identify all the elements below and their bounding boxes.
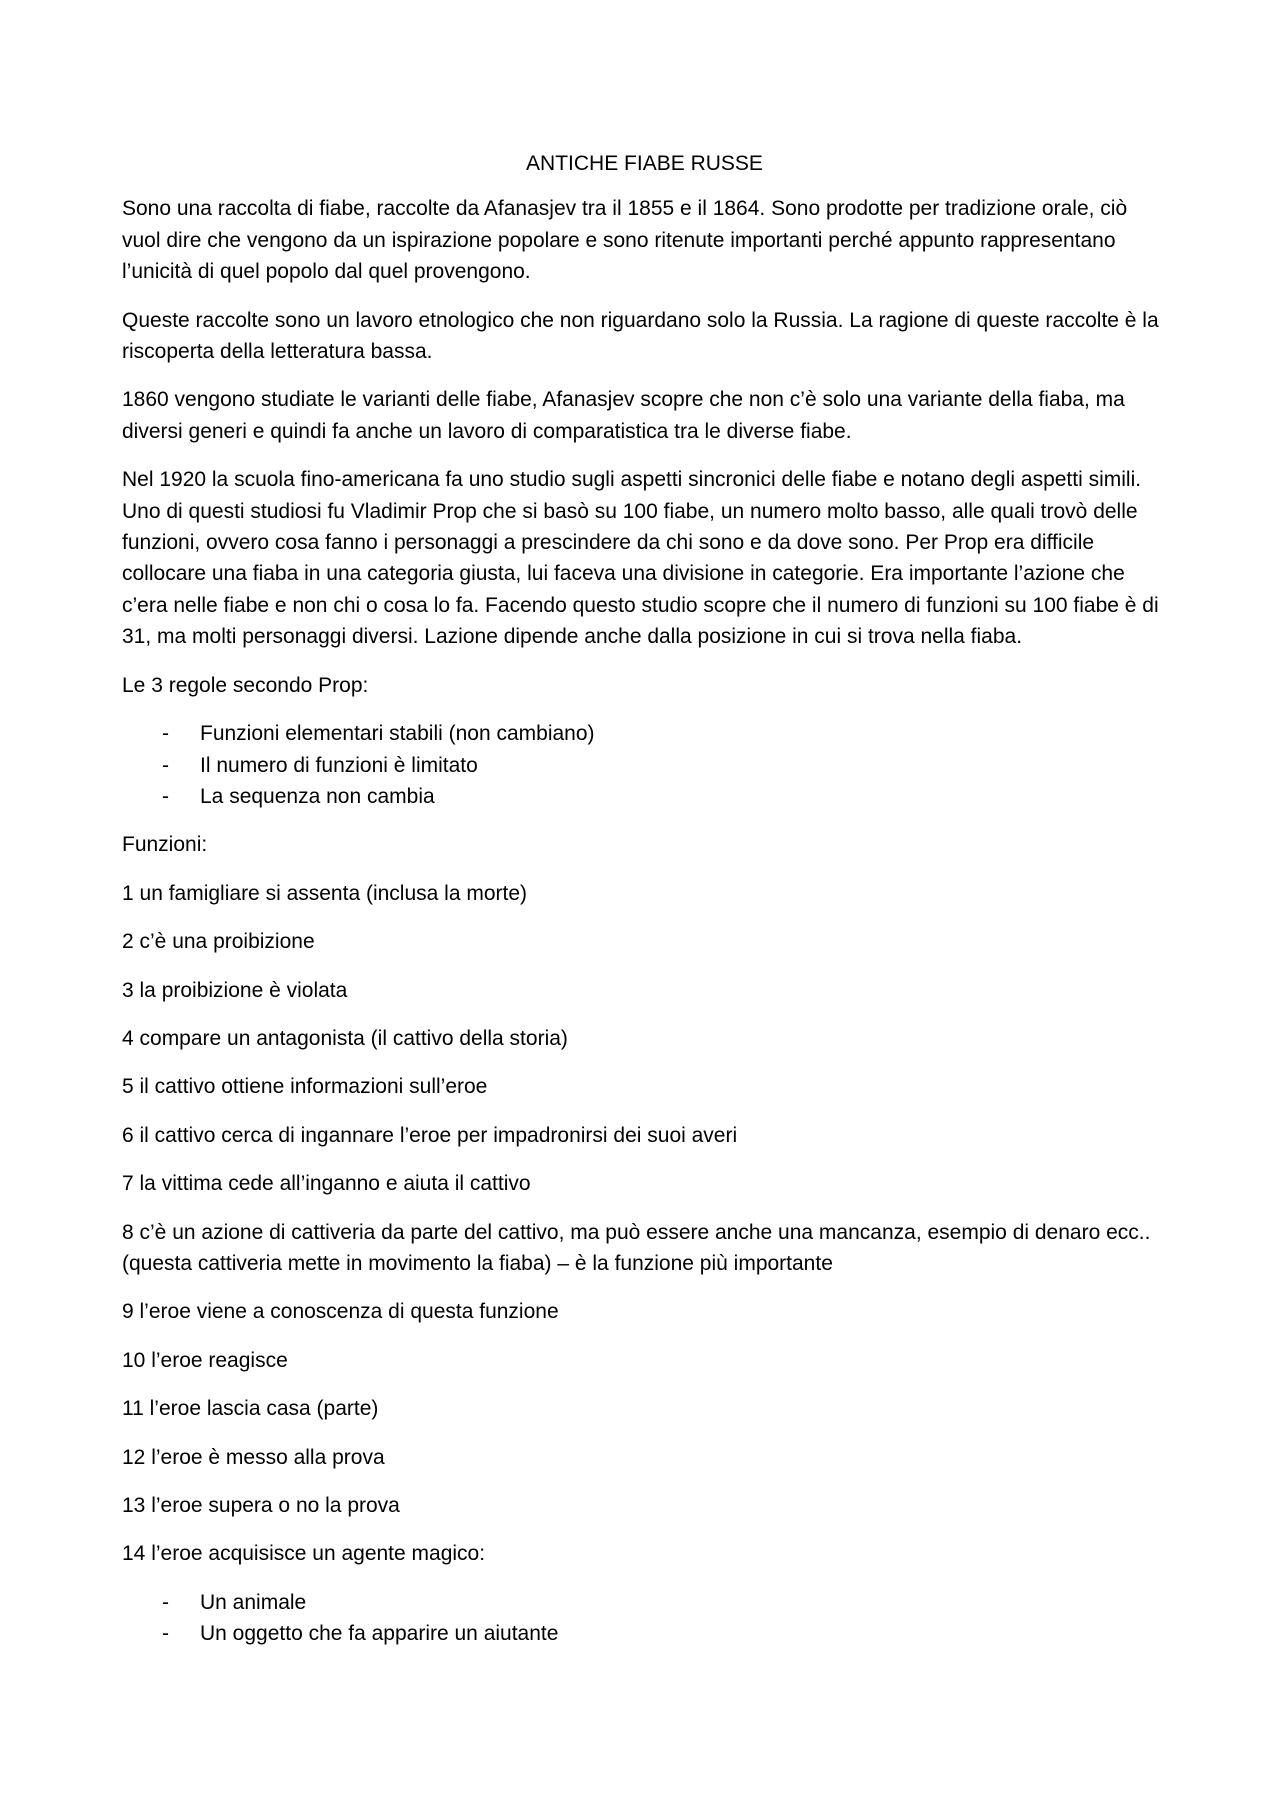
function-item: 8 c’è un azione di cattiveria da parte del cattivo, ma può essere anche una mancanza, esempio di denaro ecc.. (questa cattiveria mette in movimento la fiaba) – è la funzione più importante xyxy=(122,1220,1151,1275)
function-item: 6 il cattivo cerca di ingannare l’eroe per impadronirsi dei suoi averi xyxy=(122,1123,738,1147)
function-item: 9 l’eroe viene a conoscenza di questa funzione xyxy=(122,1300,559,1324)
function-item: 7 la vittima cede all’inganno e aiuta il cattivo xyxy=(122,1172,531,1196)
function-item: 1 un famigliare si assenta (inclusa la morte) xyxy=(122,881,528,905)
list-item xyxy=(122,781,1167,812)
dash-bullet: - xyxy=(162,753,169,777)
function-item: 3 la proibizione è violata xyxy=(122,978,348,1002)
document-title: ANTICHE FIABE RUSSE xyxy=(526,152,763,175)
list-item xyxy=(122,750,1167,781)
paragraph-ethnology: Queste raccolte sono un lavoro etnologico che non riguardano solo la Russia. La ragione di queste raccolte è la riscoperta della letteratura bassa. xyxy=(122,308,1159,364)
rules-intro: Le 3 regole secondo Prop: xyxy=(122,673,369,697)
list-item-text: La sequenza non cambia xyxy=(200,784,435,808)
function-item: 12 l’eroe è messo alla prova xyxy=(122,1445,385,1469)
function-item: 11 l’eroe lascia casa (parte) xyxy=(122,1397,379,1421)
list-item-text: Un animale xyxy=(200,1590,307,1614)
function-item: 2 c’è una proibizione xyxy=(122,930,315,954)
list-item-text: Un oggetto che fa apparire un aiutante xyxy=(200,1622,559,1646)
function-item: 14 l’eroe acquisisce un agente magico: xyxy=(122,1542,486,1566)
paragraph-intro: Sono una raccolta di fiabe, raccolte da Afanasjev tra il 1855 e il 1864. Sono prodotte per tradizione orale, ciò vuol dire che vengono da un ispirazione popolare e sono ritenute importanti perché appunto rappresentano l’unicità di quel popolo dal quel provengono. xyxy=(122,197,1128,284)
document-page xyxy=(122,148,1167,1667)
paragraph-prop-study: Nel 1920 la scuola fino-americana fa uno studio sugli aspetti sincronici delle fiabe e notano degli aspetti simili. Uno di questi studiosi fu Vladimir Prop che si basò su 100 fiabe, un numero molto basso, alle quali trovò delle funzioni, ovvero cosa fanno i personaggi a prescindere da chi sono e da dove sono. Per Prop era difficile collocare una fiaba in una categoria giusta, lui faceva una divisione in categorie. Era importante l’azione che c’era nelle fiabe e non chi o cosa lo fa. Facendo questo studio scopre che il numero di funzioni su 100 fiabe è di 31, ma molti personaggi diversi. Lazione dipende anche dalla posizione in cui si trova nella fiaba. xyxy=(122,468,1159,649)
function-item: 4 compare un antagonista (il cattivo della storia) xyxy=(122,1026,568,1050)
function-item: 5 il cattivo ottiene informazioni sull’eroe xyxy=(122,1075,488,1099)
list-item xyxy=(122,1587,1167,1618)
dash-bullet: - xyxy=(162,1622,169,1646)
list-item xyxy=(122,718,1167,749)
dash-bullet: - xyxy=(162,1590,169,1614)
list-item-text: Funzioni elementari stabili (non cambiano) xyxy=(200,722,595,746)
list-item-text: Il numero di funzioni è limitato xyxy=(200,753,478,777)
function-item: 10 l’eroe reagisce xyxy=(122,1348,288,1372)
dash-bullet: - xyxy=(162,722,169,746)
function-item: 13 l’eroe supera o no la prova xyxy=(122,1494,400,1517)
list-item xyxy=(122,1618,1167,1649)
functions-heading: Funzioni: xyxy=(122,833,208,857)
dash-bullet: - xyxy=(162,784,169,808)
rules-list xyxy=(122,718,1167,812)
paragraph-variants: 1860 vengono studiate le varianti delle fiabe, Afanasjev scopre che non c’è solo una variante della fiaba, ma diversi generi e quindi fa anche un lavoro di comparatistica tra le diverse fiabe. xyxy=(122,388,1125,443)
magic-agents-list xyxy=(122,1587,1167,1650)
